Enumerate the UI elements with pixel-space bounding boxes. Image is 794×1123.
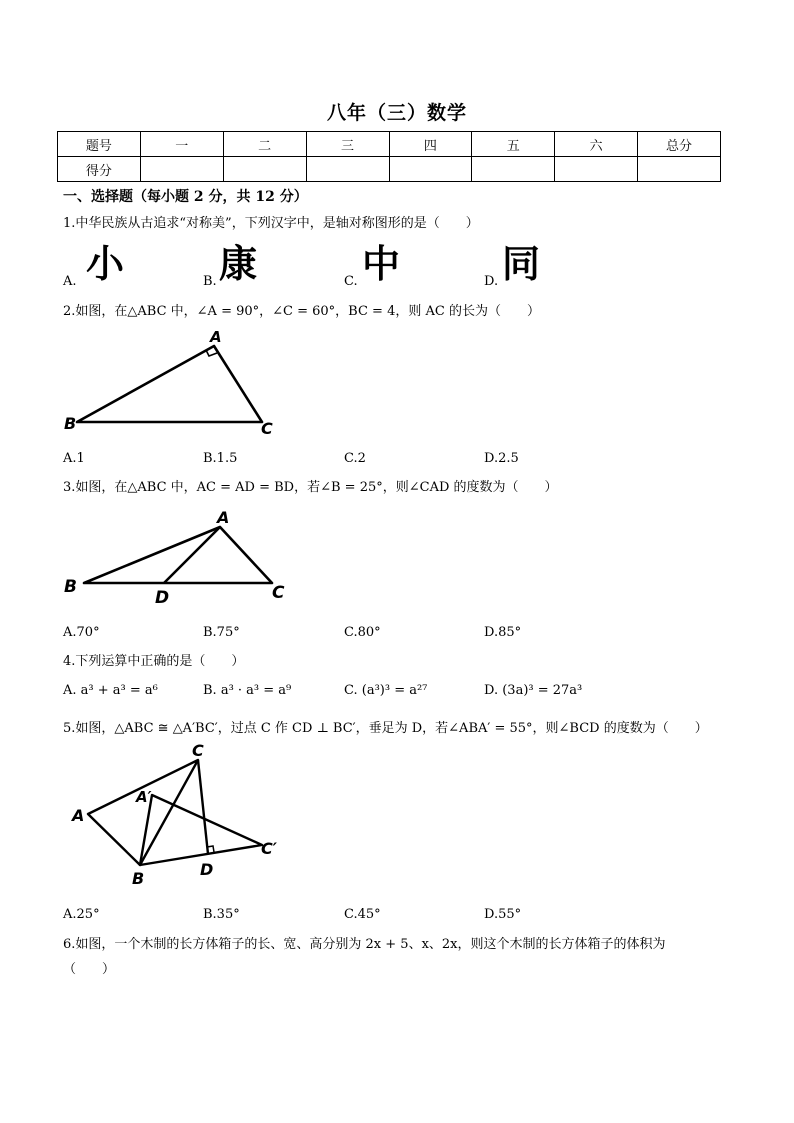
score-table-header-cell: 五 [472, 132, 555, 157]
score-cell[interactable] [140, 157, 223, 182]
q2-option-b: B.1.5 [203, 451, 238, 466]
q1-option-b-label: B. [203, 274, 217, 289]
question-6-text-line2: （ ） [63, 962, 116, 977]
question-2-text: 2.如图，在△ABC 中，∠A = 90°，∠C = 60°，BC = 4，则 AC 的长为（ ） [63, 304, 540, 319]
q3-option-b: B.75° [203, 625, 240, 640]
q3-triangle-figure [60, 500, 300, 610]
question-6-text-line1: 6.如图，一个木制的长方体箱子的长、宽、高分别为 2x + 5、x、2x，则这个木制的长方体箱子的体积为 [63, 937, 666, 952]
q5-label-d: D [200, 860, 214, 879]
q5-option-c: C.45° [344, 907, 381, 922]
q5-option-d: D.55° [484, 907, 522, 922]
score-row-label: 得分 [58, 157, 141, 182]
q4-option-d: D. (3a)³ = 27a³ [484, 683, 583, 698]
q3-triangle-abc [84, 527, 272, 583]
q2-triangle-abc [77, 346, 262, 422]
q5-label-c: C [192, 741, 204, 760]
question-1-text: 1.中华民族从古追求“对称美”，下列汉字中，是轴对称图形的是（ ） [63, 216, 479, 231]
score-table [57, 131, 721, 182]
q3-option-c: C.80° [344, 625, 381, 640]
q4-option-a: A. a³ + a³ = a⁶ [63, 683, 158, 698]
q5-segment-cd [198, 760, 208, 854]
q2-triangle-figure [60, 325, 290, 440]
score-cell[interactable] [306, 157, 389, 182]
score-cell[interactable] [472, 157, 555, 182]
q2-option-c: C.2 [344, 451, 366, 466]
q3-option-d: D.85° [484, 625, 522, 640]
q3-option-a: A.70° [63, 625, 100, 640]
page-title: 八年（三）数学 [326, 102, 467, 124]
score-cell[interactable] [638, 157, 721, 182]
score-cell[interactable] [223, 157, 306, 182]
section-title: 一、选择题（每小题 2 分，共 12 分） [63, 189, 308, 205]
q5-label-a: A [72, 806, 85, 825]
q4-option-b: B. a³ · a³ = a⁹ [203, 683, 292, 698]
q1-option-d-glyph: 同 [502, 242, 541, 286]
score-table-header-row [58, 132, 721, 157]
q5-option-a: A.25° [63, 907, 100, 922]
score-table-header-cell: 一 [140, 132, 223, 157]
score-table-header-cell: 总分 [638, 132, 721, 157]
score-cell[interactable] [555, 157, 638, 182]
score-table-header-cell: 二 [223, 132, 306, 157]
q3-segment-ad [164, 527, 220, 583]
q2-label-a: A [210, 328, 222, 346]
q2-option-d: D.2.5 [484, 451, 519, 466]
score-table-header-cell: 三 [306, 132, 389, 157]
q1-option-a-label: A. [63, 274, 77, 289]
score-cell[interactable] [389, 157, 472, 182]
score-table-score-row [58, 157, 721, 182]
q3-label-a: A [217, 508, 230, 527]
q1-option-b-glyph: 康 [219, 242, 258, 286]
q4-option-c: C. (a³)³ = a²⁷ [344, 683, 428, 698]
q3-label-b: B [64, 577, 77, 597]
q2-label-b: B [64, 414, 77, 433]
q5-option-b: B.35° [203, 907, 240, 922]
q5-label-c-prime: C′ [261, 839, 277, 858]
q5-congruent-triangles-figure [60, 738, 300, 890]
q1-option-c-glyph: 中 [362, 242, 401, 286]
q1-option-a-glyph: 小 [86, 242, 125, 286]
q3-label-c: C [272, 583, 285, 603]
q5-label-a-prime: A′ [136, 788, 152, 806]
question-5-text: 5.如图，△ABC ≅ △A′BC′，过点 C 作 CD ⊥ BC′，垂足为 D，若∠ABA′ = 55°，则∠BCD 的度数为（ ） [63, 721, 708, 736]
q1-option-d-label: D. [484, 274, 499, 289]
score-table-header-cell: 题号 [58, 132, 141, 157]
question-3-text: 3.如图，在△ABC 中，AC = AD = BD，若∠B = 25°，则∠CAD 的度数为（ ） [63, 480, 558, 495]
q5-label-b: B [132, 869, 145, 888]
question-4-text: 4.下列运算中正确的是（ ） [63, 654, 245, 669]
q2-option-a: A.1 [63, 451, 85, 466]
score-table-header-cell: 四 [389, 132, 472, 157]
score-table-header-cell: 六 [555, 132, 638, 157]
q3-label-d: D [155, 588, 170, 608]
q2-label-c: C [261, 419, 273, 438]
q1-option-c-label: C. [344, 274, 358, 289]
